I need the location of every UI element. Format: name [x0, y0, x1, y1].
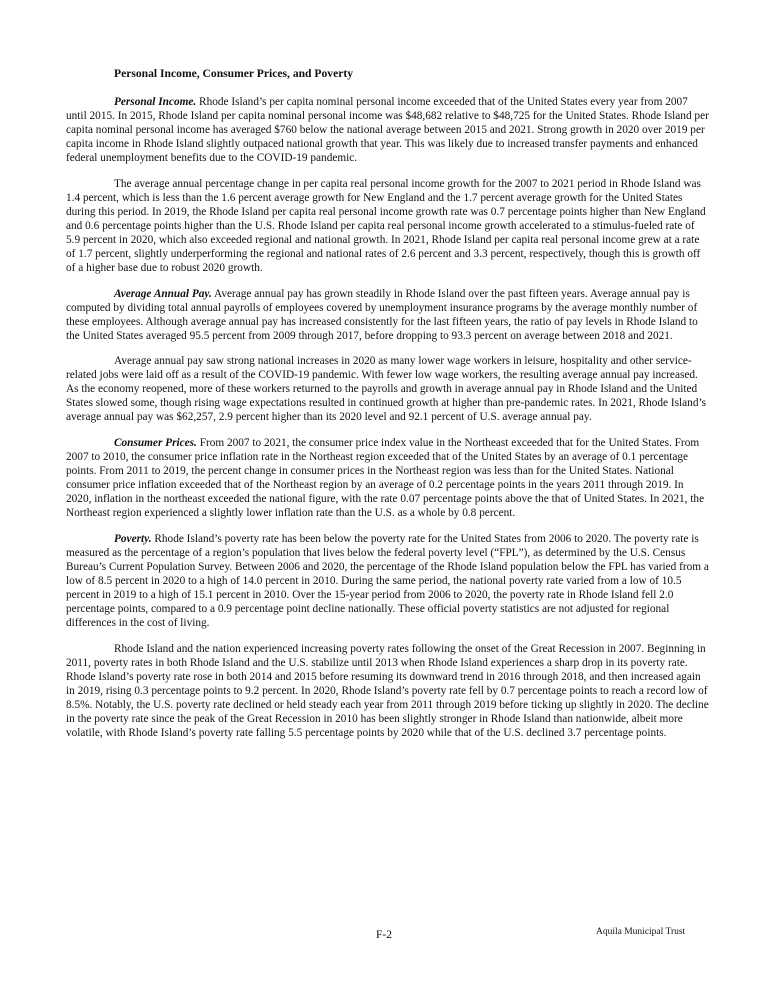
paragraph-lead: Personal Income.: [114, 96, 197, 108]
paragraph-text: Rhode Island and the nation experienced increasing poverty rates following the onset of the Great Recession in 2007. Beginning in 2011, poverty rates in both Rhode Island and the U.S. stabilize until 2013 when Rhode Island experiences a sharp drop in its poverty rate. Rhode Island’s poverty rate rose in both 2014 and 2015 before resuming its downward trend in 2016 through 2018, and then increased again in 2019, rising 0.3 percentage points to 9.2 percent. In 2020, Rhode Island’s poverty rate fell by 0.7 percentage points to reach a record low of 8.5%. Notably, the U.S. poverty rate declined or held steady each year from 2011 through 2019 before ticking up slightly in 2020. The decline in the poverty rate since the peak of the Great Recession in 2010 has been slightly stronger in Rhode Island than nationwide, albeit more volatile, with Rhode Island’s poverty rate falling 5.5 percentage points by 2020 while that of the U.S. declined 3.7 percentage points.: [66, 642, 709, 739]
paragraph-consumer-prices: [66, 436, 709, 520]
footer-brand: Aquila Municipal Trust: [596, 927, 686, 937]
paragraph-text: Rhode Island’s per capita nominal personal income exceeded that of the United States every year from 2007 until 2015. In 2015, Rhode Island per capita nominal personal income was $48,682 relative to $48,725 for the United States. Rhode Island per capita nominal personal income has averaged $760 below the national average between 2015 and 2021. Strong growth in 2020 over 2019 per capita income in Rhode Island slightly outpaced national growth that year. This was likely due to increased transfer payments and enhanced federal unemployment benefits due to the COVID-19 pandemic.: [66, 96, 709, 165]
paragraph-pay-covid: [66, 354, 709, 424]
paragraph-text: Average annual pay has grown steadily in Rhode Island over the past fifteen years. Average annual pay is computed by dividing total annual payrolls of employees covered by unemployment insurance programs by the average monthly number of these employees. Although average annual pay has increased consistently for the last fifteen years, the ratio of pay levels in Rhode Island to the United States averaged 95.5 percent from 2009 through 2017, before dropping to 93.3 percent on average between 2018 and 2021.: [66, 287, 698, 342]
paragraph-text: Rhode Island’s poverty rate has been below the poverty rate for the United States from 2006 to 2020. The poverty rate is measured as the percentage of a region’s population that lives below the federal poverty level (“FPL”), as determined by the U.S. Census Bureau’s Current Population Survey. Between 2006 and 2020, the percentage of the Rhode Island population below the FPL has varied from a low of 8.5 percent in 2020 to a high of 14.0 percent in 2010. During the same period, the national poverty rate varied from a low of 10.5 percent in 2019 to a high of 15.1 percent in 2010. Over the 15-year period from 2006 to 2020, the poverty rate in Rhode Island fell 2.0 percentage points, compared to a 0.9 percentage point decline nationally. These official poverty statistics are not adjusted for regional differences in the cost of living.: [66, 532, 709, 630]
paragraph-text: From 2007 to 2021, the consumer price index value in the Northeast exceeded that for the United States. From 2007 to 2010, the consumer price inflation rate in the Northeast region exceeded that of the United States by an average of 0.1 percentage points. From 2011 to 2019, the percent change in consumer prices in the Northeast region was less than for the United States. National consumer price inflation exceeded that of the Northeast region by an average of 0.2 percentage points in the years 2011 through 2019. In 2020, inflation in the northeast exceeded the national figure, with the rate 0.07 percentage points above the that of United States. In 2021, the Northeast region experienced a slightly lower inflation rate than the U.S. as a whole by 0.8 percent.: [66, 436, 705, 520]
paragraph-text: The average annual percentage change in per capita real personal income growth for the 2007 to 2021 period in Rhode Island was 1.4 percent, which is less than the 1.6 percent average growth for New England and the 1.7 percent average growth for the United States during this period. In 2019, the Rhode Island per capita real personal income growth rate was 0.7 percentage points higher than New England and 0.6 percentage points higher than the U.S. Rhode Island per capita real personal income growth accelerated to a stimulus-fueled rate of 5.9 percent in 2020, which also exceeded regional and national growth. In 2021, Rhode Island per capita real personal income grew at a rate of 1.7 percent, slightly underperforming the regional and national rates of 2.6 percent and 3.3 percent, respectively, though this is growth off of a higher base due to robust 2020 growth.: [66, 177, 706, 275]
document-page: [66, 66, 709, 751]
paragraph-average-annual-pay: [66, 287, 709, 343]
page-number: F-2: [376, 929, 392, 941]
paragraph-lead: Consumer Prices.: [114, 436, 197, 449]
paragraph-text: Average annual pay saw strong national increases in 2020 as many lower wage workers in leisure, hospitality and other service-related jobs were laid off as a result of the COVID-19 pandemic. With fewer low wage workers, the resulting average annual pay increased. As the economy reopened, more of these workers returned to the payrolls and growth in average annual pay in Rhode Island and the United States slowed some, though rising wage expectations resulted in continued growth at higher than pre-pandemic rates. In 2021, Rhode Island’s average annual pay was $62,257, 2.9 percent higher than its 2020 level and 92.1 percent of U.S. average annual pay.: [66, 355, 707, 424]
paragraph-lead: Average Annual Pay.: [114, 287, 212, 300]
paragraph-poverty: [66, 532, 709, 630]
paragraph-poverty-trends: [66, 642, 709, 740]
paragraph-personal-income: [66, 95, 709, 165]
paragraph-lead: Poverty.: [114, 532, 152, 545]
paragraph-real-income-growth: [66, 177, 709, 275]
section-title: Personal Income, Consumer Prices, and Poverty: [114, 67, 354, 80]
